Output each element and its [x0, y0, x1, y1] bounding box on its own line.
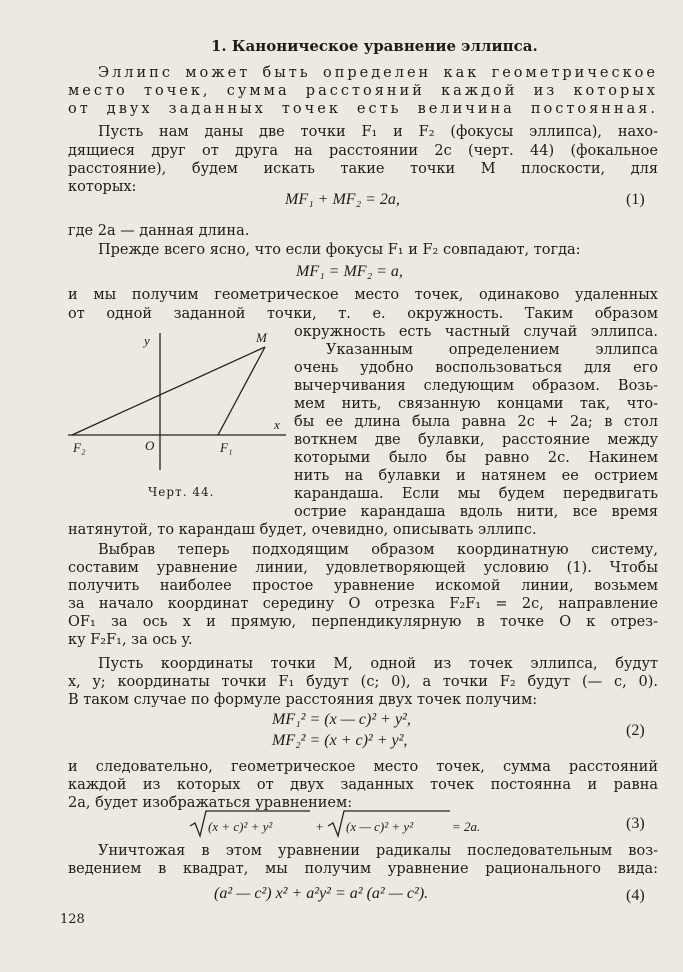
- label-f2: F₂: [73, 440, 86, 455]
- text-line: Выбрав теперь подходящим образом координатную систему,: [98, 542, 658, 558]
- text-line: натянутой, то карандаш будет, очевидно, описывать эллипс.: [68, 522, 537, 538]
- text-line: и следовательно, геометрическое место точек, сумма расстояний: [68, 759, 658, 775]
- equation-2-number: (2): [626, 722, 645, 739]
- equation-3-result: = 2a.: [452, 819, 481, 834]
- text-line: Эллипс может быть определен как геометрическое: [98, 65, 658, 81]
- equation-2a: MF₁² = (x — c)² + y²,: [272, 711, 411, 728]
- text-line: дящиеся друг от друга на расстоянии 2c (черт. 44) (фокальное: [68, 143, 658, 159]
- label-x: x: [274, 417, 280, 432]
- equation-3-plus: +: [315, 819, 324, 834]
- text-line: очень удобно воспользоваться для его: [294, 360, 658, 376]
- equation-3: [188, 808, 528, 840]
- text-line: острие карандаша вдоль нити, все время: [294, 504, 658, 520]
- text-line: место точек, сумма расстояний каждой из которых: [68, 83, 658, 99]
- text-line: каждой из которых от двух заданных точек постоянна и равна: [68, 777, 658, 793]
- text-line: Указанным определением эллипса: [326, 342, 658, 358]
- equation-3-number: (3): [626, 815, 645, 832]
- text-line: воткнем две булавки, расстояние между: [294, 432, 658, 448]
- equation-1-number: (1): [626, 191, 645, 208]
- equation-3-left-radicand: (x + c)² + y²: [208, 819, 273, 834]
- equation-4-number: (4): [626, 887, 645, 904]
- figure-caption: Черт. 44.: [148, 485, 215, 499]
- text-line: карандаша. Если мы будем передвигать: [294, 486, 658, 502]
- label-m: M: [256, 330, 267, 345]
- text-line: бы ее длина была равна 2c + 2a; в стол: [294, 414, 658, 430]
- equation-4: (a² — c²) x² + a²y² = a² (a² — c²).: [214, 885, 429, 902]
- page-number: 128: [60, 912, 85, 927]
- equation-equal: MF₁ = MF₂ = a,: [296, 263, 403, 280]
- text-line: В таком случае по формуле расстояния двух точек получим:: [68, 692, 538, 708]
- segment-f2-m: [72, 347, 265, 435]
- text-line: которых:: [68, 179, 137, 195]
- text-line: Прежде всего ясно, что если фокусы F₁ и F₂ совпадают, тогда:: [98, 242, 581, 258]
- equation-3-right-radicand: (x — c)² + y²: [346, 819, 414, 834]
- text-line: Пусть координаты точки M, одной из точек эллипса, будут: [98, 656, 658, 672]
- text-line: x, y; координаты точки F₁ будут (c; 0), а точки F₂ будут (— c, 0).: [68, 674, 658, 690]
- text-line: ведением в квадрат, мы получим уравнение рационального вида:: [68, 861, 658, 877]
- text-line: 2a, будет изображаться уравнением:: [68, 795, 353, 811]
- text-line: Пусть нам даны две точки F₁ и F₂ (фокусы эллипса), нахо-: [98, 124, 658, 140]
- text-line: которыми было бы равно 2c. Накинем: [294, 450, 658, 466]
- text-line: нить на булавки и натянем ее острием: [294, 468, 658, 484]
- text-line: от одной заданной точки, т. е. окружность. Таким образом: [68, 306, 658, 322]
- text-line: получить наиболее простое уравнение искомой линии, возьмем: [68, 578, 658, 594]
- segment-f1-m: [218, 347, 265, 435]
- text-line: от двух заданных точек есть величина постоянная.: [68, 101, 658, 117]
- label-y: y: [144, 333, 150, 348]
- label-f1: F₁: [220, 440, 233, 455]
- text-line: и мы получим геометрическое место точек, одинаково удаленных: [68, 287, 658, 303]
- figure-44-diagram: [60, 325, 292, 505]
- section-title: 1. Каноническое уравнение эллипса.: [211, 37, 538, 55]
- text-line: ку F₂F₁, за ось y.: [68, 632, 193, 648]
- text-line: составим уравнение линии, удовлетворяющей условию (1). Чтобы: [68, 560, 658, 576]
- text-line: расстояние), будем искать такие точки M плоскости, для: [68, 161, 658, 177]
- text-line: Уничтожая в этом уравнении радикалы последовательным воз-: [98, 843, 658, 859]
- equation-1: MF₁ + MF₂ = 2a,: [285, 191, 400, 208]
- text-line: где 2a — данная длина.: [68, 223, 250, 239]
- equation-2b: MF₂² = (x + c)² + y²,: [272, 732, 408, 749]
- label-o: O: [145, 438, 155, 453]
- text-line: OF₁ за ось x и прямую, перпендикулярную в точке O к отрез-: [68, 614, 658, 630]
- text-line: за начало координат середину O отрезка F₂F₁ = 2c, направление: [68, 596, 658, 612]
- text-line: мем нить, связанную концами так, что-: [294, 396, 658, 412]
- text-line: окружность есть частный случай эллипса.: [294, 324, 658, 340]
- text-line: вычерчивания следующим образом. Возь-: [294, 378, 658, 394]
